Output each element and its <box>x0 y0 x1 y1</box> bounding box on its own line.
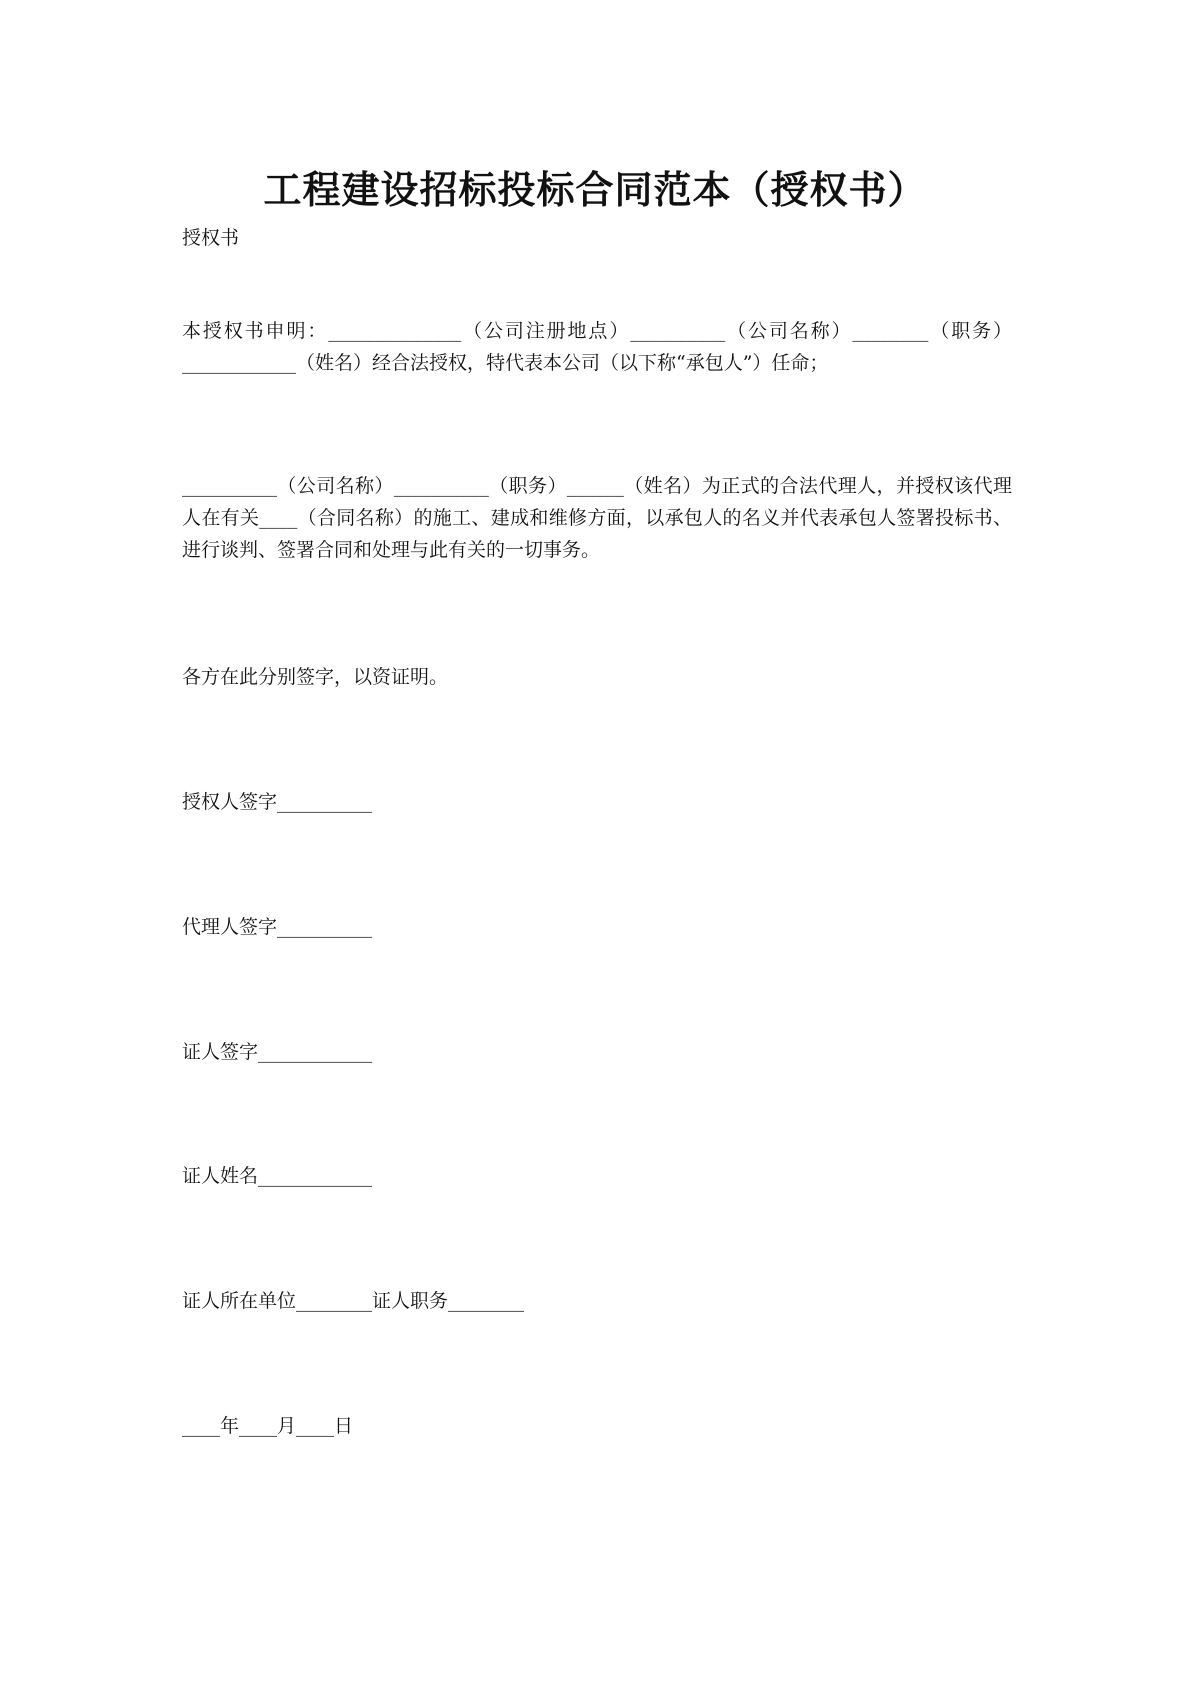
authorizer-signature-label: 授权人签字 <box>182 791 278 813</box>
day-blank: ____ <box>296 1415 335 1437</box>
witness-signature-line <box>182 1036 372 1068</box>
agent-signature-line <box>182 911 372 943</box>
witness-unit-title-line <box>182 1285 524 1317</box>
authorization-statement-paragraph: 本授权书申明：______________（公司注册地点）__________（公司名称）________（职务）____________（姓名）经合法授权，特代表本公司（以下称“承包人”）任命； <box>182 320 1012 374</box>
agent-appointment-paragraph: __________（公司名称）__________（职务）______（姓名）为正式的合法代理人，并授权该代理人在有关____（合同名称）的施工、建成和维修方面，以承包人的名义并代表承包人签署投标书、进行谈判、签署合同和处理与此有关的一切事务。 <box>182 475 1012 561</box>
witness-statement: 各方在此分别签字，以资证明。 <box>182 666 449 688</box>
witness-name-label: 证人姓名 <box>182 1165 259 1187</box>
authorizer-signature-blank: __________ <box>277 791 373 813</box>
witness-name-line <box>182 1160 372 1192</box>
witness-title-blank: ________ <box>448 1290 525 1312</box>
year-blank: ____ <box>182 1415 220 1437</box>
witness-unit-label: 证人所在单位 <box>182 1290 297 1312</box>
authorizer-signature-line <box>182 786 372 818</box>
month-blank: ____ <box>239 1415 278 1437</box>
witness-unit-blank: ________ <box>296 1290 373 1312</box>
witness-signature-blank: ____________ <box>258 1041 373 1063</box>
document-title: 工程建设招标投标合同范本（授权书） <box>263 168 927 212</box>
document-subtitle: 授权书 <box>182 227 240 249</box>
witness-signature-label: 证人签字 <box>182 1041 259 1063</box>
month-label: 月 <box>277 1415 297 1437</box>
agent-signature-blank: __________ <box>277 916 373 938</box>
agent-signature-label: 代理人签字 <box>182 916 278 938</box>
date-line <box>182 1410 353 1442</box>
day-label: 日 <box>334 1415 354 1437</box>
witness-title-label: 证人职务 <box>372 1290 449 1312</box>
year-label: 年 <box>220 1415 240 1437</box>
witness-name-blank: ____________ <box>258 1165 373 1187</box>
